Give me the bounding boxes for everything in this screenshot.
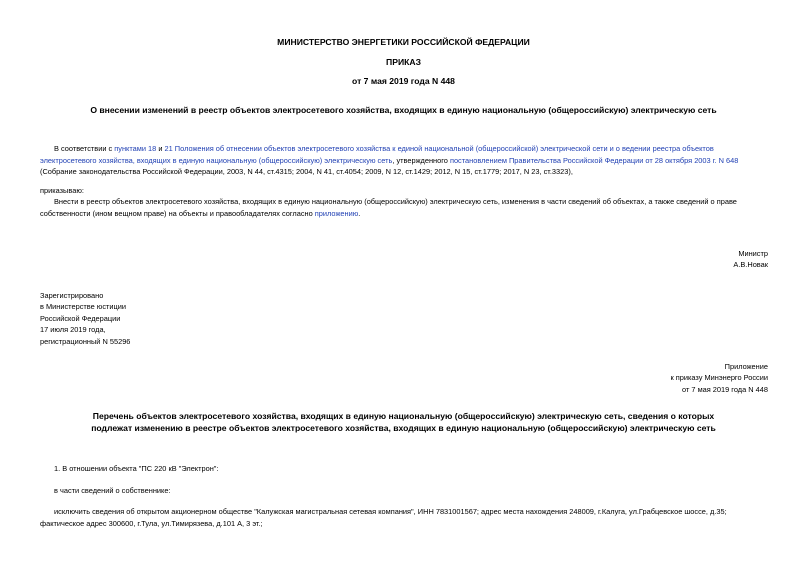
link-appendix[interactable]: приложению [314,208,359,218]
registration-line: регистрационный N 55296 [40,336,131,346]
ministry-heading: МИНИСТЕРСТВО ЭНЕРГЕТИКИ РОССИЙСКОЙ ФЕДЕРАЦИИ [277,37,530,47]
signature-position: Министр [738,249,768,258]
preamble-text-2: и [156,144,165,153]
registration-line: 17 июля 2019 года, [40,325,106,335]
list-item-1: 1. В отношении объекта "ПС 220 кВ "Электрон": [54,464,219,473]
registration-line: в Министерстве юстиции [40,302,127,312]
preamble-text-4: (Собрание законодательства Российской Федерации, 2003, N 44, ст.4315; 2004, N 41, ст.4054; 2009, N 12, ст.1429; 2012, N 15, ст.1779; 2017, N 23, ст.3323), [40,167,573,177]
signature-name: А.В.Новак [733,260,768,269]
order-text-2: . [358,208,361,218]
order-paragraph [40,196,770,219]
registration-line: Российской Федерации [40,313,121,323]
list-title: Перечень объектов электросетевого хозяйства, входящих в единую национальную (общероссийскую) электрическую сеть, сведения о которых подлежат изменению в реестре объектов электросетевого хозяйства, входящих в единую национальную (общероссийскую) электрическую сеть [91,411,716,433]
order-text-1: Внести в реестр объектов электросетевого хозяйства, входящих в единую национальную (общероссийскую) электрическую сеть, изменения в части сведений об объектах, а также сведений о праве собственности (ином вещном праве) на объекты и правообладателях согласно [40,197,737,218]
preamble-text-1: В соответствии с [54,144,115,153]
document-title: О внесении изменений в реестр объектов электросетевого хозяйства, входящих в единую национальную (общероссийскую) электрическую сеть [90,105,717,115]
appendix-reference [670,361,768,395]
document-type: ПРИКАЗ [386,57,421,67]
link-paragraph-18[interactable]: пунктами 18 [114,144,157,153]
preamble-text-3: , утвержденного [392,155,450,165]
appendix-line: от 7 мая 2019 года N 448 [682,384,768,394]
registration-line: Зарегистрировано [40,291,104,300]
document-date-number: от 7 мая 2019 года N 448 [352,76,455,86]
order-word: приказываю: [40,186,84,195]
link-regulation[interactable]: 21 Положения об отнесении объектов электросетевого хозяйства к единой национальной (общероссийской) электрической сети и о ведении реестра объектов электросетевого хозяйства, входящих в единую национальную (общероссийскую) электрическую сеть [40,144,714,165]
link-government-decree[interactable]: постановлением Правительства Российской Федерации от 28 октября 2003 г. N 648 [449,155,739,165]
list-item-1-subheading: в части сведений о собственнике: [54,486,171,495]
appendix-line: Приложение [724,362,768,371]
appendix-line: к приказу Минэнерго России [670,373,768,383]
preamble-paragraph [40,143,770,178]
list-item-1-text: исключить сведения об открытом акционерном обществе "Калужская магистральная сетевая компания", ИНН 7831001567; адрес места нахождения 248009, г.Калуга, ул.Грабцевское шоссе, д.35; фактическое адрес 300600, г.Тула, ул.Тимирязева, д.101 А, 3 эт.; [40,507,727,528]
registration-block [40,290,130,347]
